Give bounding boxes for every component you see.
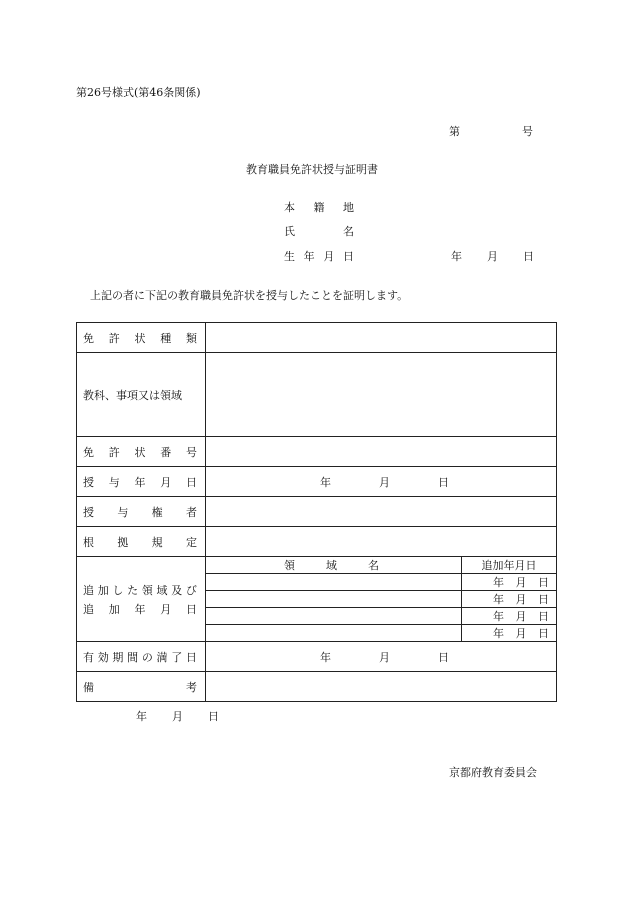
added-domain-label: 追 加 し た 領 域 及 び 追 加 年 月 日 [77,557,206,642]
added-domain-header [206,557,556,574]
license-number-label: 免 許 状 番 号 [77,437,206,467]
issue-date: 年 月 日 [136,710,219,723]
birthdate-value: 年 月 日 [451,250,534,263]
added-domain-name[interactable] [206,625,462,642]
added-domain-date[interactable]: 年 月 日 [462,591,557,608]
added-domain-name[interactable] [206,608,462,625]
table-row [77,497,557,527]
added-domain-date[interactable]: 年 月 日 [462,625,557,642]
added-domain-row [206,591,556,608]
remarks-label: 備 考 [77,672,206,702]
license-table [76,322,557,702]
remarks-value[interactable] [206,672,557,702]
license-number-value[interactable] [206,437,557,467]
added-domain-grid [206,557,557,642]
grantor-label: 授 与 権 者 [77,497,206,527]
added-domain-date[interactable]: 年 月 日 [462,608,557,625]
table-row [77,353,557,437]
added-domain-date[interactable]: 年 月 日 [462,574,557,591]
honseki-label: 本 籍 地 [284,201,354,214]
subject-value[interactable] [206,353,557,437]
table-row [77,437,557,467]
issuer-name: 京都府教育委員会 [449,766,537,779]
added-date-header: 追加年月日 [462,557,557,574]
certificate-number-suffix: 号 [522,125,533,138]
table-row [77,323,557,353]
table-row [77,672,557,702]
shimei-label: 氏 名 [284,225,354,238]
form-reference: 第26号様式(第46条関係) [76,86,201,99]
license-type-value[interactable] [206,323,557,353]
subject-label: 教科、事項又は領域 [77,353,206,437]
added-domain-name[interactable] [206,574,462,591]
added-domain-name[interactable] [206,591,462,608]
domain-name-header: 領 域 名 [206,557,462,574]
document-title: 教育職員免許状授与証明書 [246,163,378,176]
table-row [77,557,557,642]
table-row [77,527,557,557]
added-domain-row [206,608,556,625]
birthdate-label: 生 年 月 日 [284,250,354,263]
grant-date-label: 授 与 年 月 日 [77,467,206,497]
grant-date-value[interactable]: 年 月 日 [206,467,557,497]
grantor-value[interactable] [206,497,557,527]
table-row [77,642,557,672]
expiry-value[interactable]: 年 月 日 [206,642,557,672]
certification-statement: 上記の者に下記の教育職員免許状を授与したことを証明します。 [90,289,409,302]
certificate-number-prefix: 第 [449,125,460,138]
legal-basis-value[interactable] [206,527,557,557]
added-domain-row [206,574,556,591]
expiry-label: 有 効 期 間 の 満 了 日 [77,642,206,672]
added-domain-row [206,625,556,642]
table-row [77,467,557,497]
license-type-label: 免 許 状 種 類 [77,323,206,353]
legal-basis-label: 根 拠 規 定 [77,527,206,557]
